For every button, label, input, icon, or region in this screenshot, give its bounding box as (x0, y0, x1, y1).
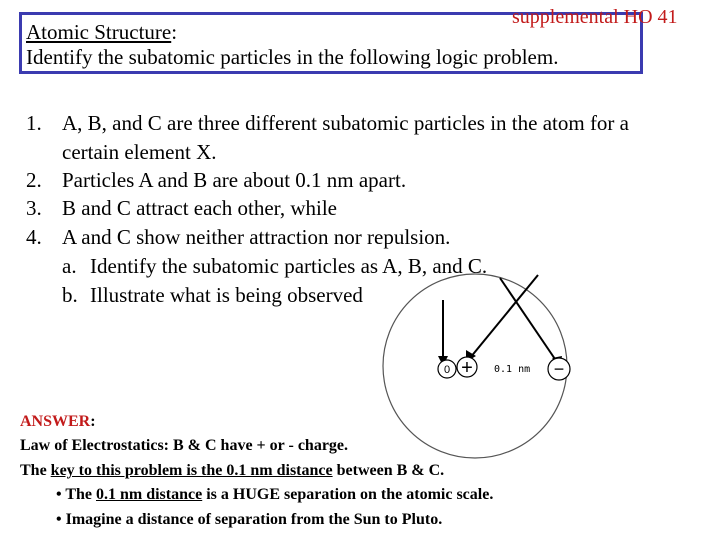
item-text: A and C show neither attraction nor repulsion. (62, 225, 451, 249)
supplemental-label: supplemental HO 41 (512, 6, 678, 28)
answer-heading (20, 413, 96, 431)
bullet1-underline: 0.1 nm distance (95, 486, 203, 503)
subitem-text: Illustrate what is being observed (90, 283, 363, 307)
subitem-letter: a. (62, 254, 77, 278)
topic-colon: : (171, 20, 178, 44)
answer-bullet-distance (56, 486, 493, 504)
subitem-text: Identify the subatomic particles as A, B, and C. (90, 254, 488, 278)
arrow-b (470, 275, 538, 358)
answer-colon: : (90, 413, 96, 430)
answer-line-key (20, 462, 444, 480)
item-text: certain element X. (62, 140, 217, 164)
neutron-label: 0 (443, 364, 451, 376)
proton-label: + (461, 357, 473, 379)
bullet1-pre: • The (56, 486, 96, 503)
item-text: B and C attract each other, while (62, 196, 337, 220)
bullet1-post: is a HUGE separation on the atomic scale. (202, 486, 494, 503)
item-text: A, B, and C are three different subatomic particles in the atom for a (62, 111, 629, 135)
key-phrase: key to this problem is the 0.1 nm distance (50, 462, 333, 479)
subitem-letter: b. (62, 283, 78, 307)
instruction-text: Identify the subatomic particles in the following logic problem. (26, 45, 559, 69)
item-number: 3. (26, 196, 42, 220)
key-pre: The (20, 462, 51, 479)
key-post: between B & C. (332, 462, 445, 479)
topic-title: Atomic Structure (26, 20, 172, 44)
item-number: 2. (26, 168, 42, 192)
item-number: 1. (26, 111, 42, 135)
electron-label: − (553, 359, 565, 379)
distance-label: 0.1 nm (494, 364, 531, 375)
item-text: Particles A and B are about 0.1 nm apart. (62, 168, 407, 192)
item-number: 4. (26, 225, 42, 249)
answer-label: ANSWER (20, 413, 91, 430)
answer-bullet-pluto: • Imagine a distance of separation from the Sun to Pluto. (56, 511, 443, 528)
answer-line-law: Law of Electrostatics: B & C have + or - charge. (20, 437, 349, 454)
